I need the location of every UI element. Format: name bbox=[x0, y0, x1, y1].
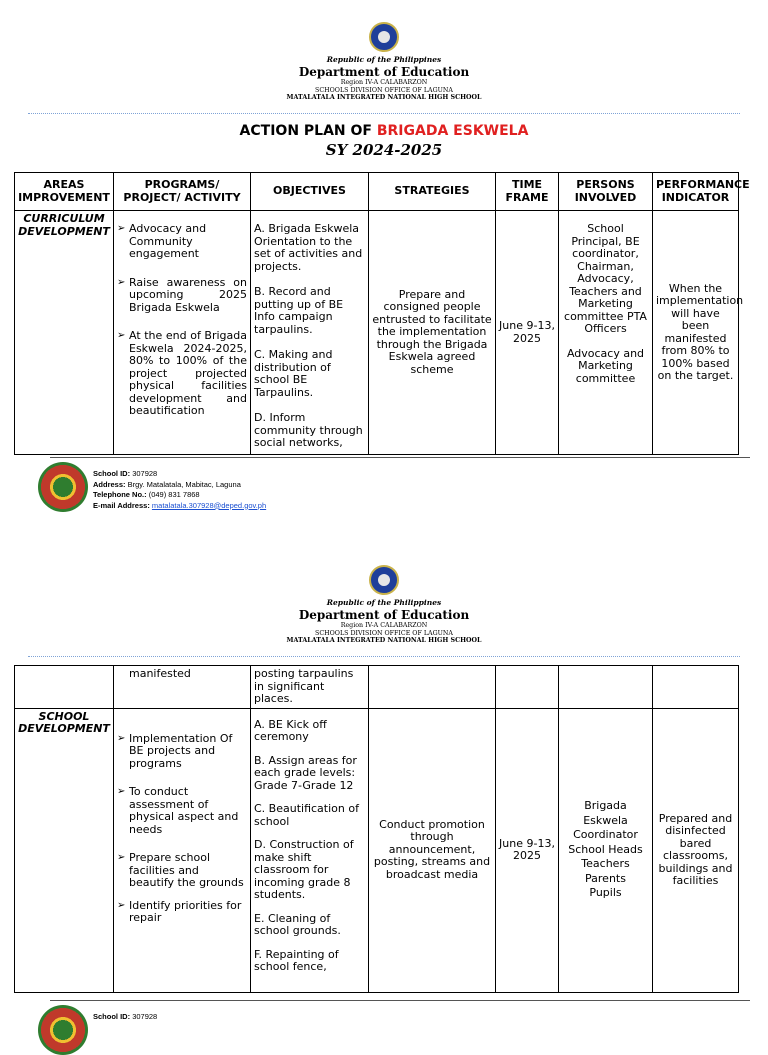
programs-cell: manifested bbox=[114, 666, 251, 709]
footer-info bbox=[93, 469, 266, 511]
list-item: ➢ At the end of Brigada Eskwela 2024-2025, 80% to 100% of the project projected physical facilities development and beautification bbox=[117, 330, 247, 418]
deped-seal-icon bbox=[369, 565, 399, 595]
school-id: 307928 bbox=[132, 469, 158, 478]
col-header-strategies: STRATEGIES bbox=[369, 173, 496, 211]
strategies-cell: Conduct promotion through announcement, posting, streams and broadcast media bbox=[369, 708, 496, 992]
objective-item: B. Assign areas for each grade levels: Grade 7-Grade 12 bbox=[254, 753, 357, 792]
region-label: Region IV-A CALABARZON bbox=[340, 622, 428, 629]
col-header-timeframe: TIME FRAME bbox=[496, 173, 559, 211]
school-id: 307928 bbox=[132, 1012, 158, 1021]
republic-label: Republic of the Philippines bbox=[326, 598, 442, 607]
col-header-programs: PROGRAMS/ PROJECT/ ACTIVITY bbox=[114, 173, 251, 211]
objective-item: A. BE Kick off ceremony bbox=[254, 717, 327, 743]
strategies-cell bbox=[369, 666, 496, 709]
persons-cell bbox=[559, 666, 653, 709]
footer-divider bbox=[50, 457, 750, 458]
programs-cell bbox=[114, 708, 251, 992]
objective-item: D. Inform community through social networks, bbox=[254, 411, 363, 449]
persons-item: School Principal, BE coordinator, Chairman, Advocacy, Teachers and Marketing committee PTA Officers bbox=[564, 222, 647, 335]
timeframe-cell: June 9-13, 2025 bbox=[496, 211, 559, 455]
persons-cell bbox=[559, 708, 653, 992]
division-label: SCHOOLS DIVISION OFFICE OF LAGUNA bbox=[315, 629, 453, 637]
header-divider bbox=[28, 656, 740, 657]
action-plan-table bbox=[14, 172, 750, 455]
email-link[interactable]: matalatala.307928@deped.gov.ph bbox=[151, 500, 267, 510]
id-label: School ID: bbox=[93, 1012, 131, 1021]
persons-item: Teachers bbox=[581, 857, 630, 871]
objective-item: E. Cleaning of school grounds. bbox=[254, 911, 341, 937]
timeframe-cell: June 9-13, 2025 bbox=[496, 708, 559, 992]
list-item: ➢ To conduct assessment of physical aspect and needs bbox=[117, 786, 247, 836]
persons-cell bbox=[559, 211, 653, 455]
title-highlight: BRIGADA ESKWELA bbox=[376, 123, 529, 139]
objective-item: F. Repainting of school fence, bbox=[254, 947, 339, 973]
department-label: Department of Education bbox=[298, 608, 470, 622]
area-cell: SCHOOL DEVELOPMENT bbox=[15, 708, 114, 992]
document-title bbox=[0, 123, 768, 139]
col-header-indicator: PERFORMANCE INDICATOR bbox=[653, 173, 739, 211]
school-label: MATALATALA INTEGRATED NATIONAL HIGH SCHOOL bbox=[286, 94, 482, 101]
indicator-cell: Prepared and disinfected bared classrooms, buildings and facilities bbox=[653, 708, 739, 992]
area-cell: CURRICULUM DEVELOPMENT bbox=[15, 211, 114, 455]
objective-item: B. Record and putting up of BE Info campaign tarpaulins. bbox=[254, 285, 344, 336]
persons-item: Advocacy and Marketing committee bbox=[566, 346, 645, 385]
address: Brgy. Matalatala, Mabitac, Laguna bbox=[127, 479, 241, 489]
action-plan-table-continued bbox=[14, 665, 739, 993]
school-logo-icon bbox=[38, 462, 88, 512]
school-label: MATALATALA INTEGRATED NATIONAL HIGH SCHOOL bbox=[286, 637, 482, 644]
division-label: SCHOOLS DIVISION OFFICE OF LAGUNA bbox=[315, 86, 453, 94]
objective-item: C. Making and distribution of school BE Tarpaulins. bbox=[254, 348, 333, 399]
indicator-cell bbox=[653, 666, 739, 709]
objective-item: C. Beautification of school bbox=[254, 802, 359, 828]
table-header-row bbox=[15, 173, 739, 211]
school-year: SY 2024-2025 bbox=[325, 141, 443, 159]
col-header-persons: PERSONS INVOLVED bbox=[559, 173, 653, 211]
objectives-cell: posting tarpaulins in significant places. bbox=[251, 666, 369, 709]
indicator-cell: When the implementation will have been manifested from 80% to 100% based on the target. bbox=[653, 211, 739, 455]
table-row bbox=[15, 666, 739, 709]
deped-seal-icon bbox=[369, 22, 399, 52]
email-label: E-mail Address: bbox=[93, 500, 150, 510]
document-page-1 bbox=[0, 0, 768, 520]
phone: (049) 831 7868 bbox=[148, 490, 200, 499]
objective-item: A. Brigada Eskwela Orientation to the set of activities and projects. bbox=[254, 222, 363, 273]
objectives-cell bbox=[251, 211, 369, 455]
document-page-2 bbox=[0, 555, 768, 1024]
objective-item: D. Construction of make shift classroom for incoming grade 8 students. bbox=[254, 838, 354, 901]
area-cell bbox=[15, 666, 114, 709]
persons-item: Parents bbox=[585, 871, 626, 885]
strategies-cell: Prepare and consigned people entrusted to facilitate the implementation through the Brigada Eskwela agreed scheme bbox=[369, 211, 496, 455]
department-label: Department of Education bbox=[298, 65, 470, 79]
col-header-area: AREAS IMPROVEMENT bbox=[15, 173, 114, 211]
timeframe-cell bbox=[496, 666, 559, 709]
region-label: Region IV-A CALABARZON bbox=[340, 79, 428, 86]
header-divider bbox=[28, 113, 740, 114]
persons-item: Brigada Eskwela Coordinator bbox=[573, 799, 638, 842]
table-row bbox=[15, 211, 739, 455]
letterhead bbox=[0, 22, 768, 102]
table-row bbox=[15, 708, 739, 992]
list-item: ➢ Advocacy and Community engagement bbox=[117, 223, 247, 261]
list-item: ➢ Raise awareness on upcoming 2025 Brigada Eskwela bbox=[117, 277, 247, 315]
republic-label: Republic of the Philippines bbox=[326, 55, 442, 64]
footer-divider bbox=[50, 1000, 750, 1001]
school-logo-icon bbox=[38, 1005, 88, 1055]
title-prefix: ACTION PLAN OF bbox=[239, 123, 377, 139]
persons-item: Pupils bbox=[589, 886, 622, 900]
list-item: ➢ Implementation Of BE projects and programs bbox=[117, 733, 247, 771]
letterhead bbox=[0, 565, 768, 645]
list-item: ➢ Identify priorities for repair bbox=[117, 900, 247, 925]
id-label: School ID: bbox=[93, 469, 131, 478]
list-item: ➢ Prepare school facilities and beautify the grounds bbox=[117, 852, 247, 890]
phone-label: Telephone No.: bbox=[93, 490, 147, 499]
address-label: Address: bbox=[93, 479, 126, 489]
persons-item: School Heads bbox=[568, 842, 643, 856]
col-header-objectives: OBJECTIVES bbox=[251, 173, 369, 211]
programs-cell bbox=[114, 211, 251, 455]
footer-info bbox=[93, 1012, 157, 1023]
objectives-cell bbox=[251, 708, 369, 992]
